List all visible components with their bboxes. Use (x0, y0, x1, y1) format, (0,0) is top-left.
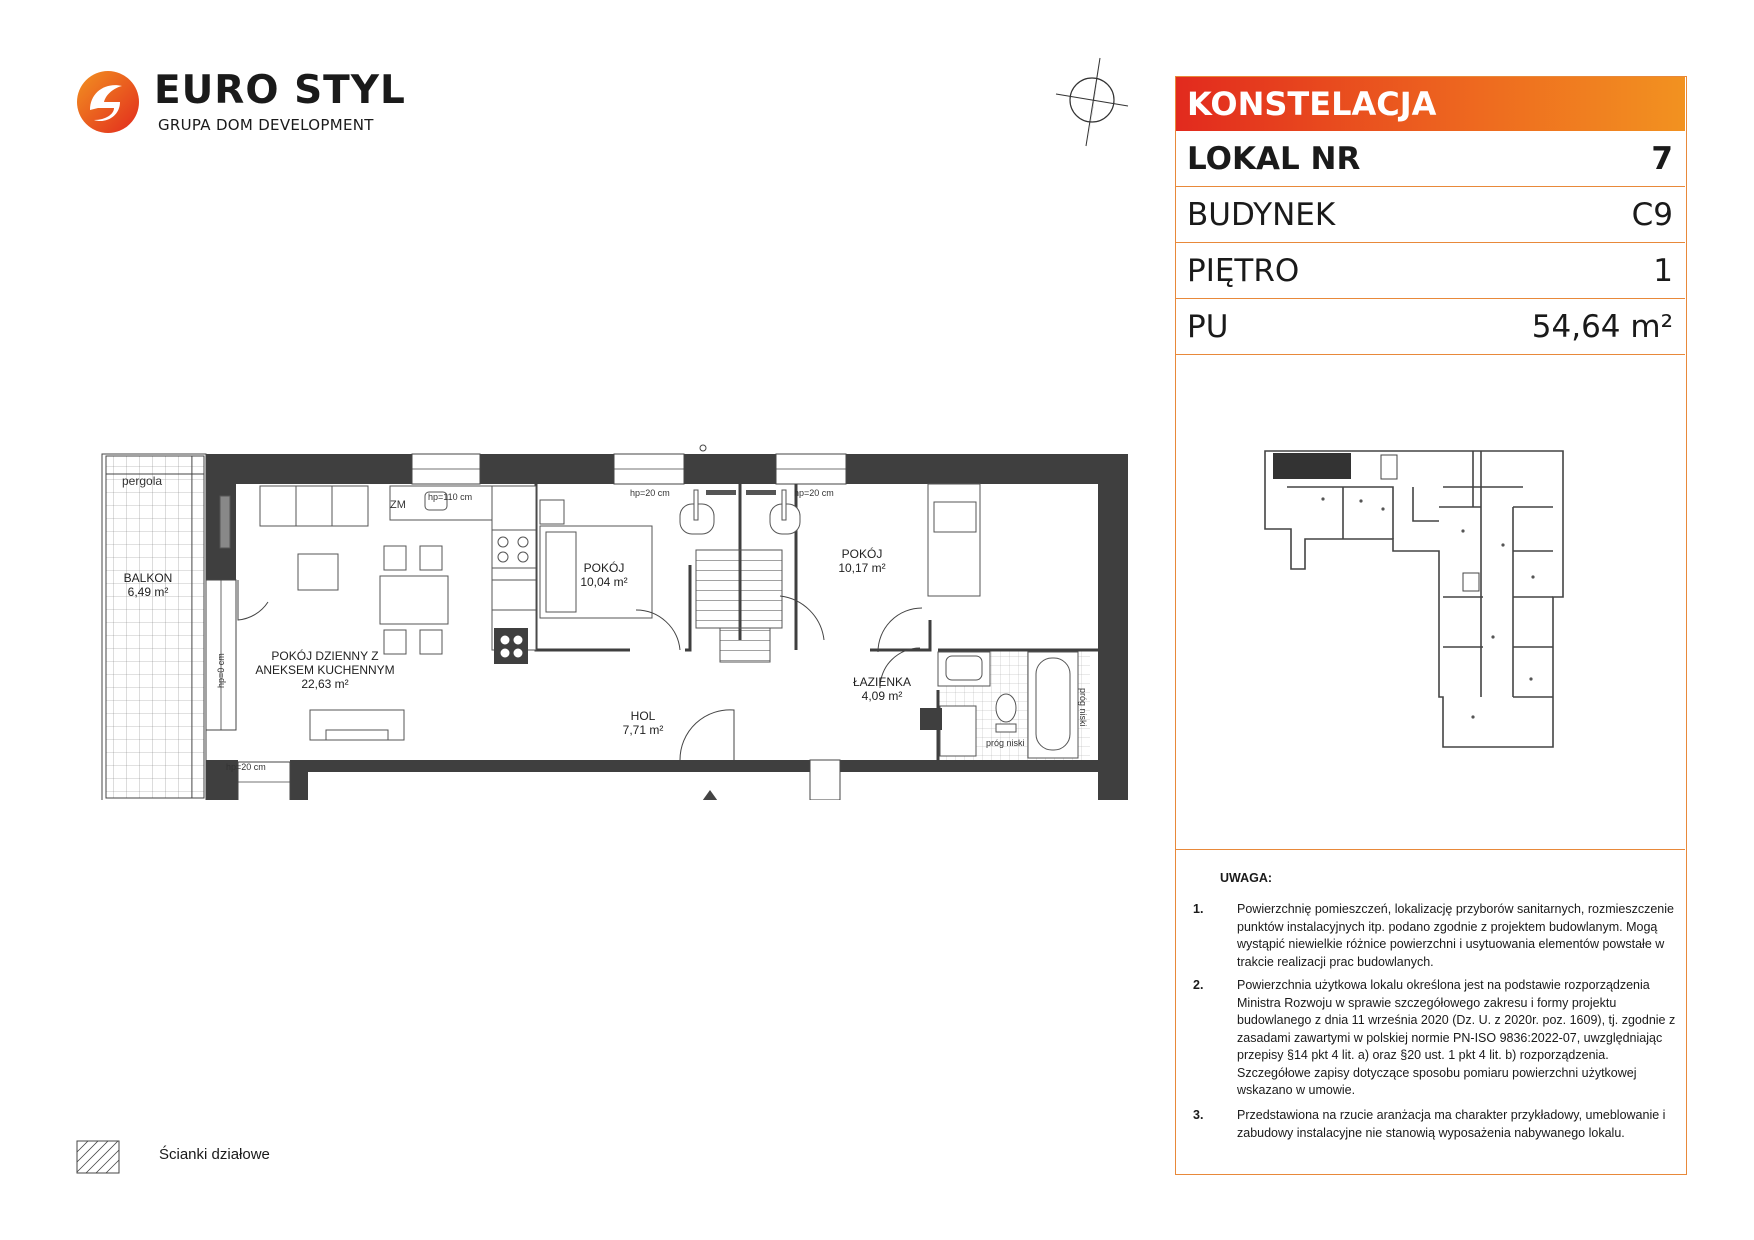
pergola-label: pergola (122, 474, 163, 488)
note-number: 1. (1193, 902, 1204, 916)
row-pu (1176, 299, 1685, 355)
room-area: 7,71 m² (622, 723, 664, 737)
row-budynek (1176, 187, 1685, 243)
room-name: POKÓJ (841, 547, 883, 561)
partition-wall-legend-icon (76, 1140, 120, 1174)
note-item (1193, 977, 1676, 1101)
building-key-plan (1263, 447, 1578, 787)
room-area: 4,09 m² (861, 689, 903, 703)
threshold-label: próg niski (1078, 688, 1088, 727)
note-item (1193, 1107, 1666, 1161)
note-text: Powierzchnia użytkowa lokalu określona jest na podstawie rozporządzenia Ministra Rozwoju w sprawie szczegółowego zakresu i formy projektu budowlanego z dnia 11 września 2020 (Dz. U. z 2020r. poz. 1609), tj. zgodnie z zasadami zawartymi w polskiej normie PN-ISO 9836:2022-07, uwzględniając przepisy §14 pkt 4 lit. a) oraz §20 ust. 1 pkt 4 lit. b) rozporządzenia. Szczegółowe zapisy dotyczące sposobu pomiaru powierzchni użytkowej wskazano w umowie. (1237, 978, 1676, 1097)
sill-height-label: hp=110 cm (428, 492, 473, 502)
notes-separator (1176, 849, 1685, 850)
sill-height-label: hp=20 cm (630, 488, 670, 498)
room-name: HOL (630, 709, 656, 723)
row-label: PU (1187, 309, 1229, 345)
room-name: ŁAZIENKA (852, 675, 912, 689)
row-value: 1 (1653, 253, 1673, 289)
room-name: BALKON (123, 571, 173, 585)
row-value: 7 (1651, 141, 1673, 177)
brand-name: EURO STYL (154, 68, 406, 113)
note-text: Przedstawiona na rzucie aranżacja ma charakter przykładowy, umeblowanie i zabudowy instalacyjne nie stanowią wyposażenia nabywanego lokalu. (1237, 1108, 1666, 1140)
project-name: KONSTELACJA (1187, 85, 1437, 123)
note-item (1193, 901, 1674, 971)
info-panel (1175, 76, 1687, 1175)
room-area: 6,49 m² (127, 585, 169, 599)
sill-height-label: hp=20 cm (226, 762, 266, 772)
floor-plan (100, 440, 1130, 800)
row-value: 54,64 m² (1531, 309, 1673, 345)
row-label: BUDYNEK (1187, 197, 1336, 233)
row-value: C9 (1631, 197, 1673, 233)
sill-height-label: hp=20 cm (794, 488, 834, 498)
room-name: POKÓJ (583, 561, 625, 575)
note-number: 2. (1193, 978, 1204, 992)
room-name: POKÓJ DZIENNY Z (271, 649, 379, 663)
note-number: 3. (1193, 1108, 1204, 1122)
room-area: 10,17 m² (838, 561, 886, 575)
room-area: 22,63 m² (301, 677, 349, 691)
eurostyl-logo-icon (76, 70, 140, 134)
brand-subtitle: GRUPA DOM DEVELOPMENT (158, 116, 374, 134)
row-label: LOKAL NR (1187, 141, 1361, 177)
row-label: PIĘTRO (1187, 253, 1300, 289)
north-arrow-icon (1052, 56, 1132, 148)
project-header (1176, 77, 1685, 131)
notes-title: UWAGA: (1220, 871, 1273, 885)
note-text: Powierzchnię pomieszczeń, lokalizację przyborów sanitarnych, rozmieszczenie punktów instalacyjnych itp. podano zgodnie z projektem budowlanym. Mogą wystąpić niewielkie różnice powierzchni i usytuowania elementów powstałe w trakcie realizacji prac budowlanych. (1237, 902, 1674, 969)
room-name-line2: ANEKSEM KUCHENNYM (255, 663, 395, 677)
row-pietro (1176, 243, 1685, 299)
threshold-label: próg niski (986, 738, 1025, 748)
sill-height-label: hp=0 cm (216, 653, 226, 688)
room-area: 10,04 m² (580, 575, 628, 589)
meter-label: ZM (390, 499, 406, 511)
legend-label: Ścianki działowe (159, 1146, 270, 1163)
row-lokal (1176, 131, 1685, 187)
balcony (102, 454, 206, 800)
